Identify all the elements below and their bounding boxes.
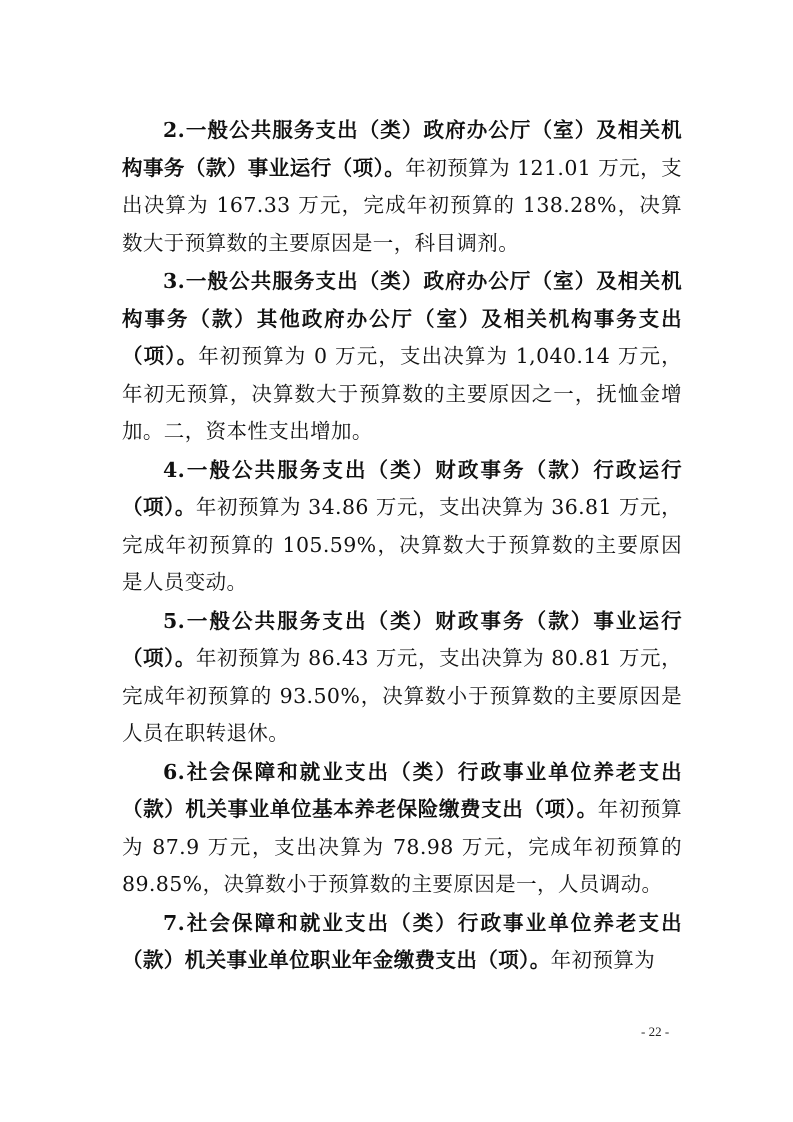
- paragraph-4-body: 年初预算为 34.86 万元，支出决算为 36.81 万元，完成年初预算的 105.59%，决算数大于预算数的主要原因是人员变动。: [122, 495, 682, 594]
- page-number: - 22 -: [641, 1024, 670, 1039]
- paragraph-2-body: 年初预算为 121.01 万元，支出决算为 167.33 万元，完成年初预算的 138.28%，决算数大于预算数的主要原因是一，科目调剂。: [122, 155, 683, 255]
- paragraph-7-body: 年初预算为: [550, 948, 656, 972]
- paragraph-2-title: 2.一般公共服务支出（类）政府办公厅（室）及相关机构事务（款）事业运行（项）。: [122, 118, 682, 180]
- paragraph-4-title: 4.一般公共服务支出（类）财政事务（款）行政运行（项）。: [122, 457, 682, 519]
- paragraph-2: [122, 112, 682, 262]
- paragraph-5-body: 年初预算为 86.43 万元，支出决算为 80.81 万元，完成年初预算的 93.50%，决算数小于预算数的主要原因是人员在职转退休。: [122, 646, 682, 745]
- paragraph-3-title: 3.一般公共服务支出（类）政府办公厅（室）及相关机构事务（款）其他政府办公厅（室）及相关机构事务支出（项）。: [122, 269, 682, 368]
- paragraph-4: [122, 452, 682, 602]
- paragraph-3: [122, 263, 682, 451]
- paragraph-3-body: 年初预算为 0 万元，支出决算为 1,040.14 万元，年初无预算，决算数大于预算数的主要原因之一，抚恤金增加。二，资本性支出增加。: [122, 344, 682, 443]
- paragraph-7: [122, 905, 682, 980]
- paragraph-5: [122, 603, 682, 753]
- paragraph-6: [122, 754, 682, 904]
- paragraph-6-title: 6.社会保障和就业支出（类）行政事业单位养老支出（款）机关事业单位基本养老保险缴费支出（项）。: [122, 759, 682, 821]
- document-body: [122, 112, 682, 980]
- paragraph-6-body: 年初预算为 87.9 万元，支出决算为 78.98 万元，完成年初预算的 89.85%，决算数小于预算数的主要原因是一，人员调动。: [122, 797, 682, 896]
- paragraph-5-title: 5.一般公共服务支出（类）财政事务（款）事业运行（项）。: [122, 608, 682, 670]
- paragraph-7-title: 7.社会保障和就业支出（类）行政事业单位养老支出（款）机关事业单位职业年金缴费支出（项）。: [122, 910, 682, 972]
